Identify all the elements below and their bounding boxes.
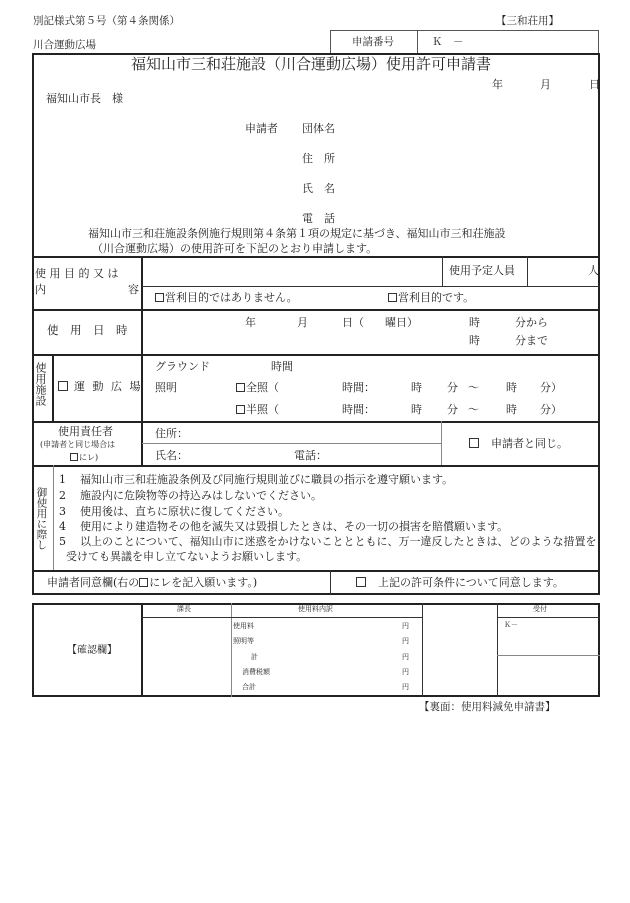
fee-row-unit[interactable]: 円 <box>402 683 409 691</box>
date-day[interactable]: 日 <box>589 78 600 91</box>
application-number-label: 申請番号 <box>352 36 394 48</box>
full-end-hour[interactable]: 時 <box>506 381 517 394</box>
condition-item-3: 3 使用後は、直ちに原状に復してください。 <box>59 505 289 518</box>
checkbox-icon[interactable] <box>236 405 245 414</box>
half-time-label: 時間： <box>342 403 375 416</box>
facility-option-sports-ground[interactable]: 運 動 広 場 <box>58 381 143 392</box>
fee-row-unit[interactable]: 円 <box>402 668 409 676</box>
half-end-hour[interactable]: 時 <box>506 403 517 416</box>
applicant-name[interactable]: 氏 名 <box>302 182 335 195</box>
responsible-label: 使用責任者 <box>58 425 113 438</box>
applicant-label: 申請者 <box>245 122 278 135</box>
fee-row-label: 消費税額 <box>242 668 270 676</box>
half-tilde: ～ <box>468 403 479 416</box>
schedule-end-minute[interactable]: 分まで <box>515 334 548 347</box>
full-time-label: 時間： <box>342 381 375 394</box>
attendees-unit[interactable]: 人 <box>588 264 599 277</box>
condition-item-4: 4 使用により建造物その他を滅失又は毀損したときは、その一切の損害を賠償願います。 <box>59 520 509 533</box>
ground-time-label: 時間 <box>271 360 293 373</box>
applicant-phone[interactable]: 電 話 <box>302 212 335 225</box>
purpose-input[interactable] <box>150 264 435 278</box>
statement-line2: （川合運動広場）の使用許可を下記のとおり申請します。 <box>92 242 378 255</box>
fee-row-label: 照明等 <box>233 637 254 645</box>
checkbox-icon[interactable] <box>155 293 164 302</box>
applicant-group-name[interactable]: 団体名 <box>302 122 335 135</box>
same-as-applicant-option[interactable]: 申請者と同じ。 <box>469 438 568 449</box>
responsible-note-line1: (申請者と同じ場合は <box>40 440 116 449</box>
reception-value[interactable]: Ｋ－ <box>504 621 518 629</box>
ground-label: グラウンド <box>155 360 210 373</box>
chief-label: 課長 <box>177 605 191 613</box>
purpose-label-left: 内 <box>35 283 46 296</box>
checkbox-icon[interactable] <box>356 577 366 587</box>
full-lighting-option[interactable]: 全照（ <box>236 382 279 393</box>
consent-label: 申請者同意欄(右の にレを記入願います。) <box>47 576 258 589</box>
fee-row-unit[interactable]: 円 <box>402 622 409 630</box>
full-start-hour[interactable]: 時 <box>411 381 422 394</box>
schedule-month[interactable]: 月 <box>297 316 308 329</box>
checkbox-icon[interactable] <box>58 381 68 391</box>
non-profit-option[interactable]: 営利目的ではありません。 <box>155 292 298 303</box>
checkbox-icon[interactable] <box>469 438 479 448</box>
schedule-year[interactable]: 年 <box>245 316 256 329</box>
fee-row-label: 使用料 <box>233 622 254 630</box>
schedule-end-hour[interactable]: 時 <box>469 334 480 347</box>
checkbox-icon <box>139 578 148 587</box>
application-number-value[interactable]: Ｋ － <box>432 36 464 48</box>
reverse-note: 【裏面：使用料減免申請書】 <box>419 701 556 713</box>
form-title: 福知山市三和荘施設（川合運動広場）使用許可申請書 <box>131 55 492 73</box>
schedule-start-hour[interactable]: 時 <box>469 316 480 329</box>
schedule-day[interactable]: 日（ <box>342 316 364 329</box>
condition-item-5: 5 以上のことについて、福知山市に迷惑をかけないこととともに、万一違反したときは、どのような措置を <box>59 535 597 548</box>
confirm-label: 【確認欄】 <box>67 645 117 656</box>
fee-row-unit[interactable]: 円 <box>402 637 409 645</box>
responsible-address[interactable]: 住所： <box>155 427 188 440</box>
facility-label: 使用施設 <box>34 362 47 406</box>
condition-item-1: 1 福知山市三和荘施設条例及び同施行規則並びに職員の指示を遵守願います。 <box>59 473 454 486</box>
schedule-start-minute[interactable]: 分から <box>515 316 548 329</box>
responsible-note-line2: にレ) <box>70 453 98 462</box>
applicant-address[interactable]: 住 所 <box>302 152 335 165</box>
date-year[interactable]: 年 <box>492 78 503 91</box>
date-month[interactable]: 月 <box>540 78 551 91</box>
facility-tag: 【三和荘用】 <box>496 15 559 27</box>
lighting-label: 照明 <box>155 381 177 394</box>
profit-option[interactable]: 営利目的です。 <box>388 292 474 303</box>
checkbox-icon[interactable] <box>388 293 397 302</box>
fee-row-unit[interactable]: 円 <box>402 653 409 661</box>
condition-item-2: 2 施設内に危険物等の持込みはしないでください。 <box>59 489 322 502</box>
condition-item-5-cont: 受けても異議を申し立てないようお願いします。 <box>66 550 308 563</box>
facility-name: 川合運動広場 <box>33 39 96 51</box>
fee-row-label: 合計 <box>242 683 256 691</box>
attendees-label: 使用予定人員 <box>449 264 515 277</box>
schedule-weekday[interactable]: 曜日） <box>385 316 418 329</box>
conditions-label: 御使用に際し <box>35 487 48 550</box>
full-start-minute[interactable]: 分 <box>447 381 458 394</box>
full-tilde: ～ <box>468 381 479 394</box>
reception-label: 受付 <box>533 605 547 613</box>
purpose-label-line1: 使 用 目 的 又 は <box>35 267 119 280</box>
schedule-label: 使 用 日 時 <box>47 323 128 337</box>
fee-row-label: 計 <box>251 653 258 661</box>
purpose-label-right: 容 <box>128 283 139 296</box>
checkbox-icon <box>70 453 78 461</box>
responsible-name[interactable]: 氏名： <box>155 449 188 462</box>
full-end-minute[interactable]: 分） <box>540 381 562 394</box>
responsible-phone[interactable]: 電話： <box>294 449 327 462</box>
fee-header: 使用料内訳 <box>298 605 333 613</box>
half-start-hour[interactable]: 時 <box>411 403 422 416</box>
checkbox-icon[interactable] <box>236 383 245 392</box>
half-end-minute[interactable]: 分） <box>540 403 562 416</box>
half-lighting-option[interactable]: 半照（ <box>236 404 279 415</box>
form-id: 別記様式第５号（第４条関係） <box>33 15 180 27</box>
half-start-minute[interactable]: 分 <box>447 403 458 416</box>
addressee: 福知山市長 様 <box>46 92 123 105</box>
consent-option[interactable]: 上記の許可条件について同意します。 <box>356 577 564 588</box>
statement-line1: 福知山市三和荘施設条例施行規則第４条第１項の規定に基づき、福知山市三和荘施設 <box>88 227 506 240</box>
